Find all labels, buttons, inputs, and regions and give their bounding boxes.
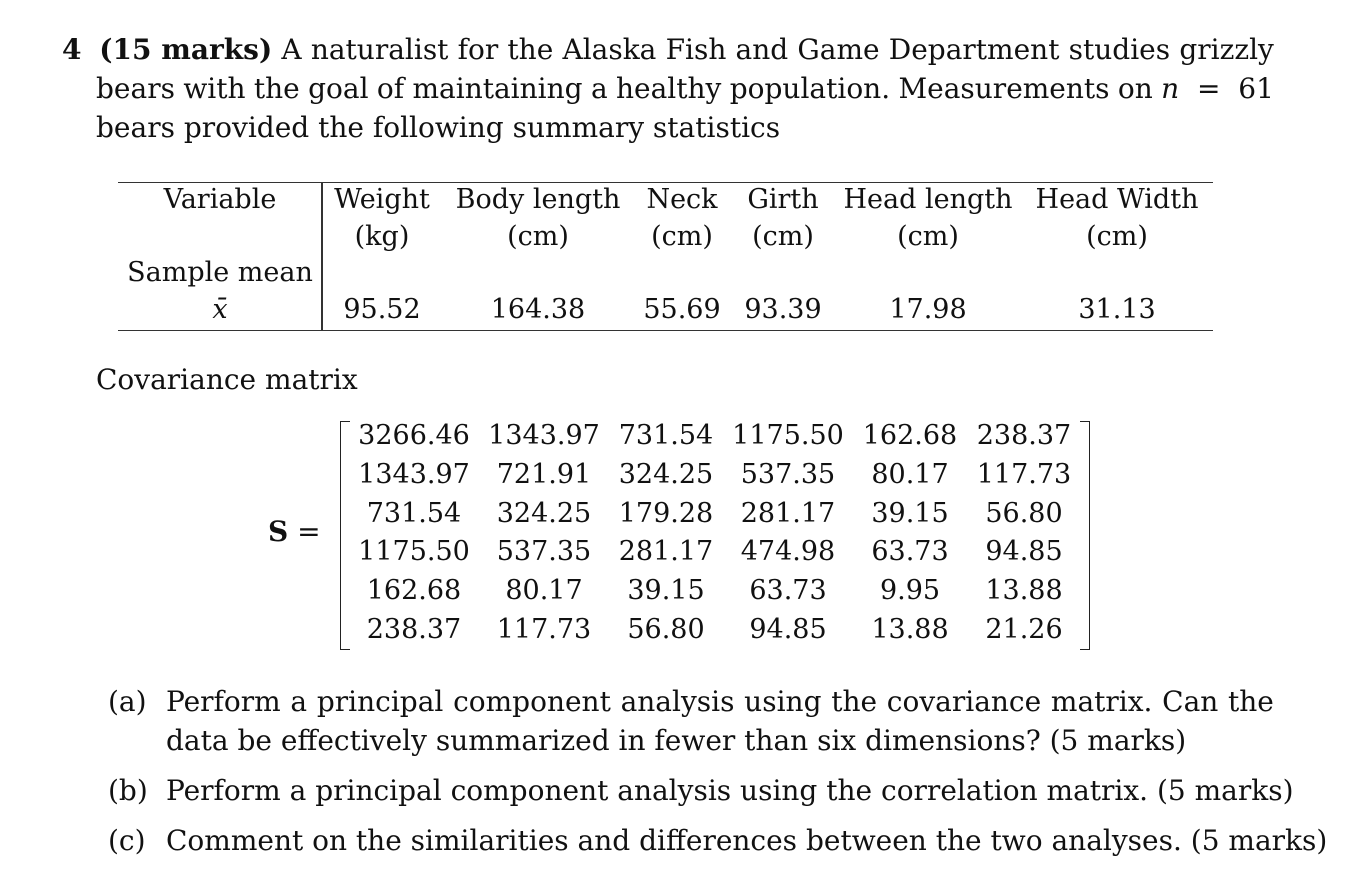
matrix-cell: 13.88 [985, 575, 1063, 606]
matrix-cell: 537.35 [496, 536, 592, 567]
question-statement [62, 30, 1274, 147]
mean-head-length: 17.98 [889, 294, 967, 325]
word: Measurements [898, 72, 1110, 105]
part-b-line-1 [166, 771, 1294, 810]
word: bears [96, 72, 175, 105]
matrix-cell: 94.85 [749, 614, 827, 645]
matrix-right-bracket [1080, 421, 1090, 650]
n-symbol: n [1161, 72, 1180, 105]
column-unit-neck: (cm) [651, 221, 713, 252]
variable-header: Variable [163, 184, 277, 215]
word: using [744, 685, 822, 718]
mean-girth: 93.39 [744, 294, 822, 325]
word: on [1117, 72, 1153, 105]
matrix-cell: 731.54 [618, 420, 714, 451]
column-header-weight: Weight [334, 184, 430, 215]
column-header-head-length: Head length [843, 184, 1013, 215]
column-unit-weight: (kg) [354, 221, 410, 252]
mean-neck: 55.69 [643, 294, 721, 325]
word: Game [797, 33, 880, 66]
word: analysis [620, 685, 735, 718]
part-label: (c) [108, 824, 146, 857]
matrix-cell: 324.25 [618, 459, 714, 490]
question-number: 4 [62, 33, 82, 66]
question-number-and-marks [62, 30, 272, 69]
matrix-cell: 80.17 [871, 459, 949, 490]
part-label: (a) [108, 685, 147, 718]
word: with [183, 72, 246, 105]
matrix-cell: 9.95 [879, 575, 941, 606]
part-c-line-1 [166, 821, 1328, 860]
matrix-cell: 179.28 [618, 498, 714, 529]
part-b [108, 771, 1294, 810]
column-header-neck: Neck [646, 184, 718, 215]
matrix-cell: 162.68 [862, 420, 958, 451]
matrix-cell: 474.98 [740, 536, 836, 567]
word: principal [316, 685, 444, 718]
word: A [281, 33, 302, 66]
word: of [376, 72, 405, 105]
word: matrix. [1050, 685, 1153, 718]
word: covariance [886, 685, 1042, 718]
word: maintaining [412, 72, 583, 105]
part-c-text: Comment on the similarities and differences between the two analyses. (5 marks) [166, 824, 1328, 857]
question-line-2 [62, 69, 1274, 108]
part-b-text: Perform a principal component analysis using the correlation matrix. (5 marks) [166, 774, 1294, 807]
word: studies [1068, 33, 1171, 66]
part-label: (b) [108, 774, 148, 807]
matrix-cell: 1175.50 [732, 420, 844, 451]
word: a [290, 685, 308, 718]
column-header-head-width: Head Width [1035, 184, 1199, 215]
covariance-matrix-label: Covariance matrix [96, 363, 358, 396]
matrix-symbol: S [268, 515, 289, 548]
word: naturalist [310, 33, 449, 66]
matrix-cell: 162.68 [366, 575, 462, 606]
word: grizzly [1179, 33, 1274, 66]
n-value: 61 [1238, 72, 1274, 105]
matrix-cell: 13.88 [871, 614, 949, 645]
question-line-3-text: bears provided the following summary statistics [96, 111, 781, 144]
word: population. [729, 72, 891, 105]
column-unit-head-width: (cm) [1086, 221, 1148, 252]
word: Fish [665, 33, 727, 66]
word: Perform [166, 685, 281, 718]
matrix-cell: 1343.97 [488, 420, 600, 451]
word: for [457, 33, 499, 66]
part-a-line-2-text: data be effectively summarized in fewer than six dimensions? (5 marks) [166, 724, 1187, 757]
word: healthy [616, 72, 722, 105]
question-marks: (15 marks) [99, 33, 273, 66]
part-a-line-2 [166, 721, 1274, 760]
matrix-cell: 238.37 [366, 614, 462, 645]
matrix-cell: 238.37 [976, 420, 1072, 451]
matrix-cell: 281.17 [740, 498, 836, 529]
word: the [1228, 685, 1274, 718]
matrix-equals: = [297, 515, 321, 548]
matrix-cell: 21.26 [985, 614, 1063, 645]
matrix-cell: 39.15 [627, 575, 705, 606]
word: component [453, 685, 611, 718]
word: the [831, 685, 878, 718]
word: the [507, 33, 554, 66]
mean-head-width: 31.13 [1078, 294, 1156, 325]
part-c [108, 821, 1328, 860]
word: a [590, 72, 608, 105]
matrix-cell: 1343.97 [358, 459, 470, 490]
matrix-cell: 3266.46 [358, 420, 470, 451]
mean-symbol: x̄ [212, 294, 228, 325]
matrix-cell: 537.35 [740, 459, 836, 490]
question-line-1 [62, 30, 1274, 69]
matrix-cell: 721.91 [496, 459, 592, 490]
matrix-cell: 117.73 [976, 459, 1072, 490]
part-a [108, 682, 1274, 760]
column-header-girth: Girth [747, 184, 819, 215]
matrix-left-bracket [340, 421, 350, 650]
matrix-cell: 63.73 [871, 536, 949, 567]
part-a-line-1 [166, 682, 1274, 721]
word: and [735, 33, 789, 66]
matrix-cell: 1175.50 [358, 536, 470, 567]
mean-weight: 95.52 [343, 294, 421, 325]
column-unit-body-length: (cm) [507, 221, 569, 252]
word: the [253, 72, 300, 105]
table-divider [321, 183, 323, 330]
word: Can [1162, 685, 1219, 718]
summary-statistics-table [118, 182, 1213, 331]
matrix-cell: 63.73 [749, 575, 827, 606]
matrix-cell: 80.17 [505, 575, 583, 606]
matrix-cell: 39.15 [871, 498, 949, 529]
word: Alaska [562, 33, 657, 66]
mean-body-length: 164.38 [490, 294, 586, 325]
question-line-3 [62, 108, 1274, 147]
matrix-cell: 117.73 [496, 614, 592, 645]
matrix-cell: 56.80 [985, 498, 1063, 529]
word: Department [888, 33, 1060, 66]
matrix-cell: 281.17 [618, 536, 714, 567]
column-unit-head-length: (cm) [897, 221, 959, 252]
matrix-symbol-expression [268, 515, 321, 548]
matrix-cell: 94.85 [985, 536, 1063, 567]
matrix-cell: 731.54 [366, 498, 462, 529]
matrix-cell: 56.80 [627, 614, 705, 645]
question-parts [108, 682, 1328, 860]
matrix-cell: 324.25 [496, 498, 592, 529]
word: goal [308, 72, 369, 105]
column-unit-girth: (cm) [752, 221, 814, 252]
sample-size-expression [1161, 69, 1274, 108]
sample-mean-label: Sample mean [127, 257, 313, 288]
column-header-body-length: Body length [455, 184, 621, 215]
n-equals: = [1197, 72, 1221, 105]
